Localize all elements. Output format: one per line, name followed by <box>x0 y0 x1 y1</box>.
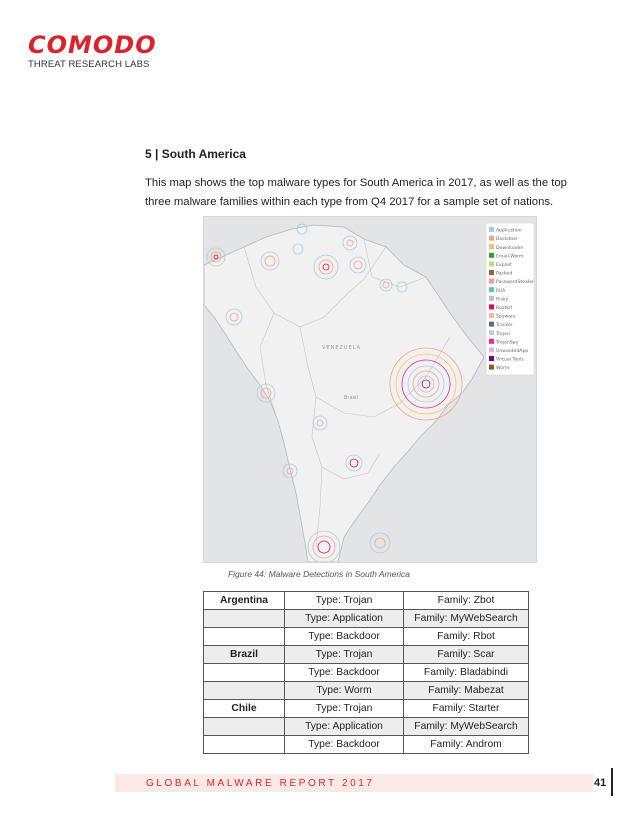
malware-type-cell: Type: Application <box>285 718 404 736</box>
legend-label: Rootkit <box>496 306 513 311</box>
country-cell <box>204 682 285 700</box>
legend-label: Worm <box>496 366 510 372</box>
malware-family-cell: Family: Rbot <box>404 628 529 646</box>
legend-label: Spyware <box>496 314 516 320</box>
legend-label: Exploit <box>496 263 512 268</box>
country-cell: Brazil <box>204 646 285 664</box>
country-cell: Chile <box>204 700 285 718</box>
legend-swatch <box>489 244 494 249</box>
legend-label: UnwantedApp <box>496 349 529 354</box>
malware-family-cell: Family: Zbot <box>404 592 529 610</box>
legend-swatch <box>489 304 494 309</box>
legend-label: Trojan <box>496 331 510 337</box>
legend-swatch <box>489 279 494 284</box>
legend-label: Tracker <box>496 323 513 329</box>
legend-swatch <box>489 296 494 301</box>
section-heading: 5 | South America <box>145 147 246 161</box>
legend-label: PasswordStealer <box>496 280 534 286</box>
malware-family-cell: Family: Scar <box>404 646 529 664</box>
malware-type-cell: Type: Backdoor <box>285 736 404 754</box>
table-row <box>204 592 529 610</box>
legend-label: Risky <box>496 297 509 303</box>
malware-type-cell: Type: Backdoor <box>285 664 404 682</box>
malware-type-cell: Type: Worm <box>285 682 404 700</box>
comodo-logo <box>28 33 157 70</box>
footer-divider <box>611 768 613 796</box>
south-america-malware-map <box>203 216 537 563</box>
section-paragraph: This map shows the top malware types for South America in 2017, as well as the top three malware families within each type from Q4 2017 for a sample set of nations. <box>145 177 567 208</box>
legend-swatch <box>489 253 494 258</box>
malware-type-cell: Type: Backdoor <box>285 628 404 646</box>
malware-family-cell: Family: Mabezat <box>404 682 529 700</box>
page-number: 41 <box>594 777 607 789</box>
malware-type-cell: Type: Application <box>285 610 404 628</box>
malware-family-cell: Family: Bladabindi <box>404 664 529 682</box>
legend-label: Packed <box>496 271 513 277</box>
legend-label: Backdoor <box>496 237 518 243</box>
malware-family-cell: Family: Androm <box>404 736 529 754</box>
legend-label: Email-Worm <box>496 254 524 260</box>
legend-swatch <box>489 236 494 241</box>
legend-swatch <box>489 313 494 318</box>
svg-text:Brasil: Brasil <box>344 395 358 401</box>
malware-type-cell: Type: Trojan <box>285 592 404 610</box>
table-row <box>204 682 529 700</box>
legend-swatch <box>489 322 494 327</box>
country-cell <box>204 664 285 682</box>
legend-swatch <box>489 339 494 344</box>
country-cell <box>204 718 285 736</box>
country-cell <box>204 628 285 646</box>
map-svg <box>204 217 536 562</box>
table-row <box>204 736 529 754</box>
table-row <box>204 610 529 628</box>
country-cell <box>204 610 285 628</box>
legend-swatch <box>489 227 494 232</box>
legend-label: TrojanSpy <box>496 340 519 346</box>
legend-swatch <box>489 347 494 352</box>
legend-label: Downloader <box>496 245 524 251</box>
legend-swatch <box>489 330 494 335</box>
legend-swatch <box>489 365 494 370</box>
svg-text:VENEZUELA: VENEZUELA <box>322 345 362 351</box>
malware-family-cell: Family: MyWebSearch <box>404 718 529 736</box>
legend-swatch <box>489 287 494 292</box>
legend-swatch <box>489 261 494 266</box>
malware-type-cell: Type: Trojan <box>285 700 404 718</box>
country-cell <box>204 736 285 754</box>
table-row <box>204 628 529 646</box>
country-cell: Argentina <box>204 592 285 610</box>
map-legend <box>486 223 534 375</box>
malware-families-table <box>203 591 529 754</box>
legend-label: Application <box>496 228 522 234</box>
legend-label: Virtual Tools <box>496 357 524 363</box>
logo-subtitle: THREAT RESEARCH LABS <box>28 59 150 70</box>
malware-type-cell: Type: Trojan <box>285 646 404 664</box>
malware-family-cell: Family: MyWebSearch <box>404 610 529 628</box>
malware-family-cell: Family: Starter <box>404 700 529 718</box>
table-row <box>204 718 529 736</box>
logo-wordmark: COMODO <box>28 31 157 59</box>
table-row <box>204 700 529 718</box>
legend-swatch <box>489 270 494 275</box>
footer-report-title: GLOBAL MALWARE REPORT 2017 <box>146 778 375 789</box>
table-row <box>204 646 529 664</box>
table-row <box>204 664 529 682</box>
legend-label: PUA <box>496 288 506 294</box>
figure-caption: Figure 44: Malware Detections in South America <box>227 569 411 579</box>
legend-swatch <box>489 356 494 361</box>
